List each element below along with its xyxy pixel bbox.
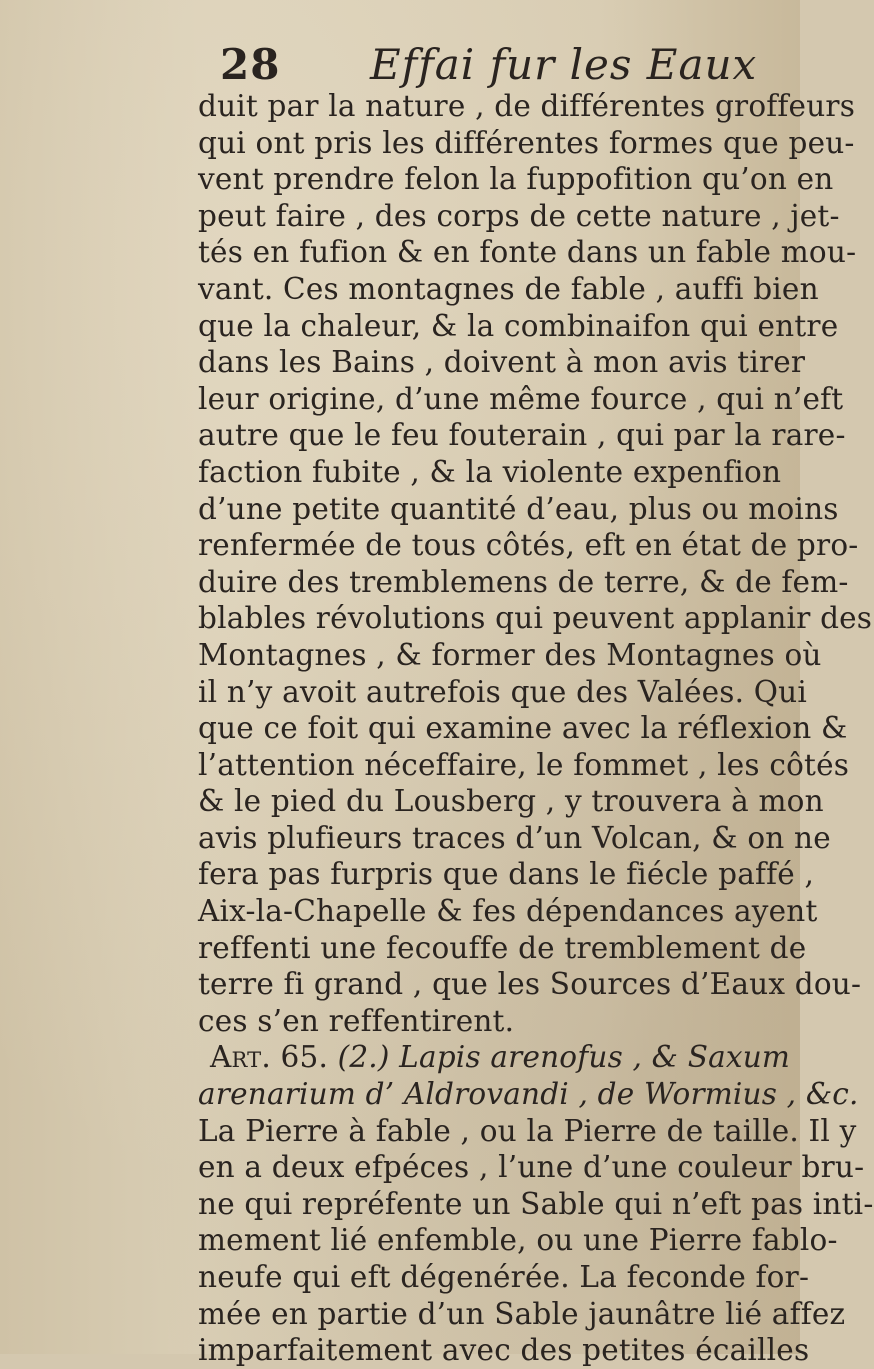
- text-line: que la chaleur, & la combinaifon qui entre: [198, 308, 839, 343]
- text-line: tés en fufion & en fonte dans un fable mou-: [198, 235, 857, 270]
- text-line: dans les Bains , doivent à mon avis tirer: [198, 345, 806, 380]
- text-line: avis plufieurs traces d’un Volcan, & on ne: [198, 820, 831, 855]
- text-line: l’attention néceffaire, le fommet , les côtés: [198, 747, 850, 782]
- text-line: faction fubite , & la violente expenfion: [198, 454, 782, 489]
- article-heading: [198, 1039, 791, 1076]
- text-line: duire des tremblemens de terre, & de fem-: [198, 564, 849, 599]
- page-number: 28: [220, 40, 281, 89]
- text-line: peut faire , des corps de cette nature , jet-: [198, 198, 840, 233]
- article-line: mée en partie d’un Sable jaunâtre lié affez: [198, 1296, 846, 1331]
- text-line: fera pas furpris que dans le fiécle paffé ,: [198, 857, 815, 892]
- article-title: (2.) Lapis arenofus , & Saxum: [337, 1040, 791, 1075]
- text-line: d’une petite quantité d’eau, plus ou moins: [198, 491, 839, 526]
- text-line: reffenti une fecouffe de tremblement de: [198, 930, 807, 965]
- body-text: [198, 88, 874, 1369]
- article-line: arenarium d’ Aldrovandi , de Wormius , &c.: [198, 1077, 859, 1112]
- text-line: leur origine, d’une même fource , qui n’eft: [198, 381, 844, 416]
- text-line: autre que le feu fouterain , qui par la rare-: [198, 418, 846, 453]
- text-line: il n’y avoit autrefois que des Valées. Qui: [198, 674, 808, 709]
- article-line: La Pierre à fable , ou la Pierre de taille. Il y: [198, 1113, 857, 1148]
- text-line: ces s’en reffentirent.: [198, 1003, 515, 1038]
- text-line: Montagnes , & former des Montagnes où: [198, 637, 822, 672]
- text-line: qui ont pris les différentes formes que peu-: [198, 125, 855, 160]
- text-line: terre fi grand , que les Sources d’Eaux dou-: [198, 967, 862, 1002]
- text-line: vant. Ces montagnes de fable , auffi bien: [198, 271, 819, 306]
- article-line: ne qui repréfente un Sable qui n’eft pas inti-: [198, 1186, 874, 1221]
- article-label: Art. 65.: [210, 1040, 329, 1075]
- article-line: neufe qui eft dégenérée. La feconde for-: [198, 1260, 810, 1294]
- running-title: Effai fur les Eaux: [370, 40, 758, 89]
- article-line: mement lié enfemble, ou une Pierre fablo-: [198, 1223, 838, 1258]
- article-line: en a deux efpéces , l’une d’une couleur bru-: [198, 1150, 865, 1185]
- text-line: blables révolutions qui peuvent applanir des: [198, 601, 873, 636]
- text-line: & le pied du Lousberg , y trouvera à mon: [198, 784, 824, 819]
- page-header: [0, 40, 800, 90]
- text-line: renfermée de tous côtés, eft en état de pro-: [198, 528, 859, 563]
- text-line: duit par la nature , de différentes groffeurs: [198, 89, 856, 123]
- text-line: que ce foit qui examine avec la réflexion &: [198, 711, 848, 746]
- text-line: Aix-la-Chapelle & fes dépendances ayent: [198, 894, 818, 929]
- text-line: vent prendre felon la fuppofition qu’on en: [198, 162, 834, 197]
- article-line: imparfaitement avec des petites écailles: [198, 1333, 810, 1368]
